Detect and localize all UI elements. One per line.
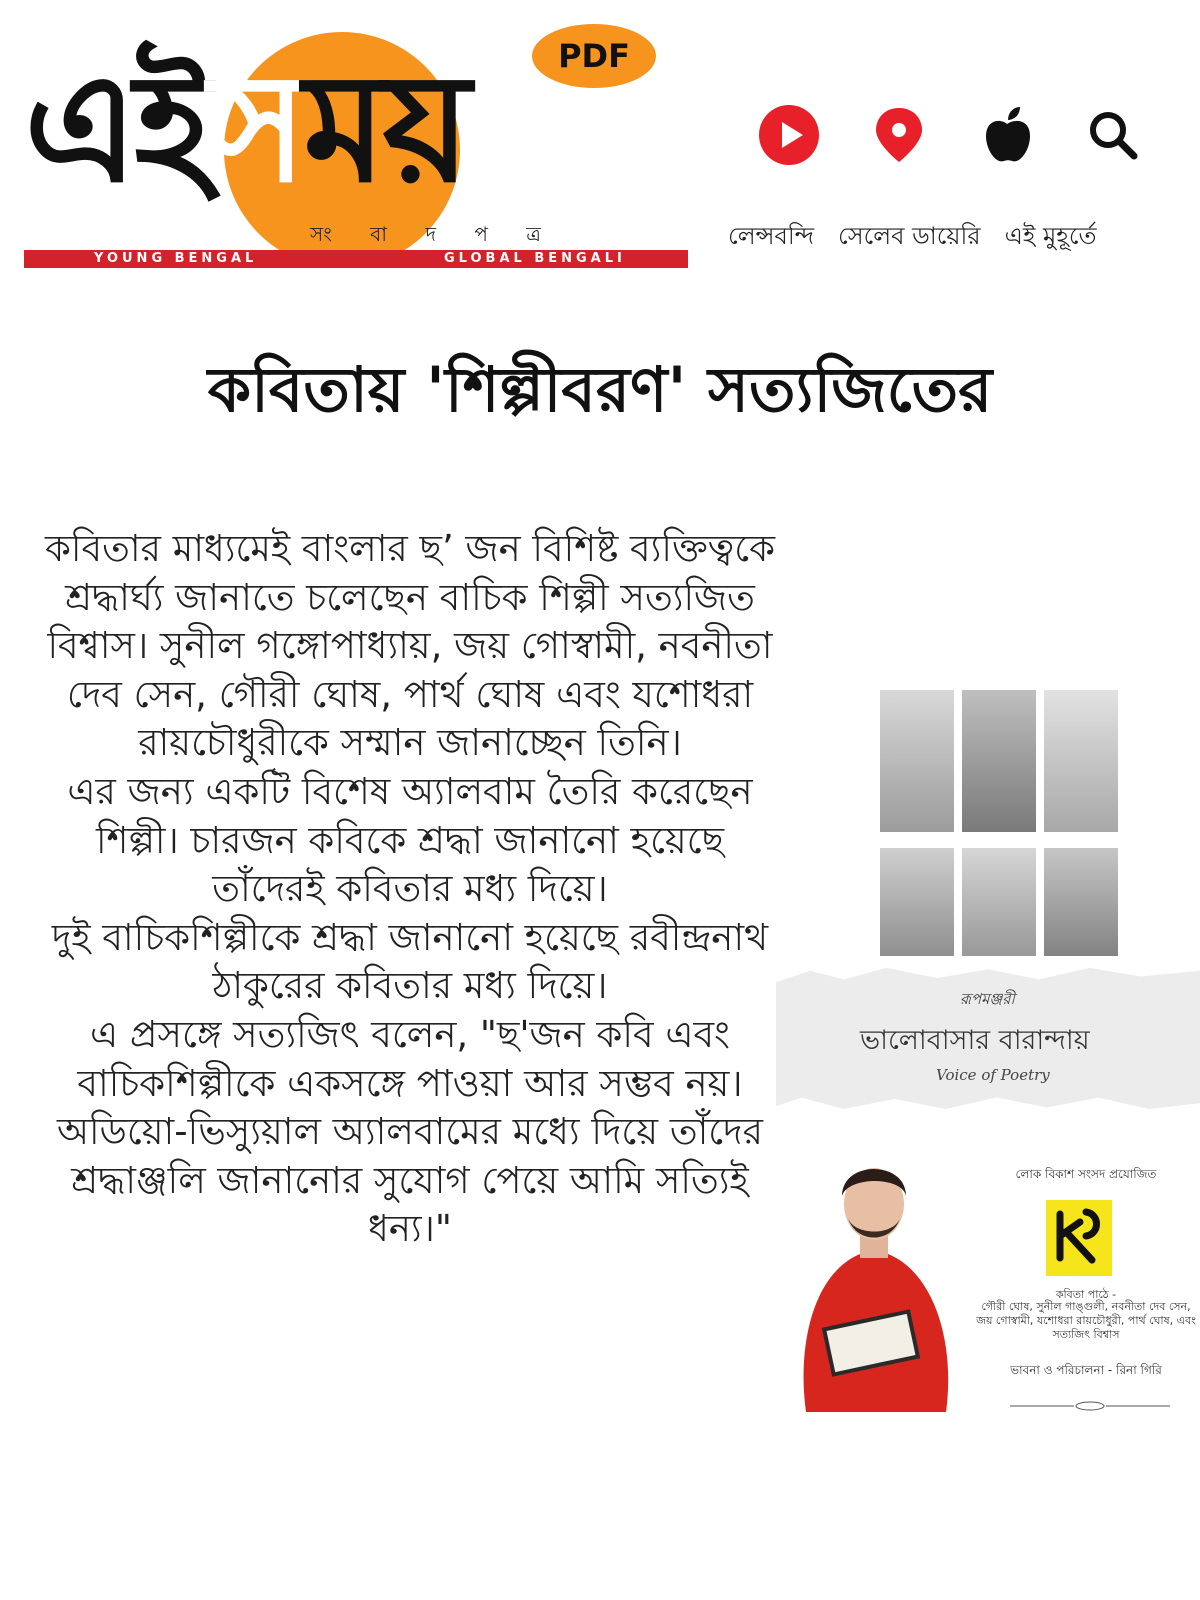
portrait-photo bbox=[1044, 690, 1118, 832]
logo-red-band bbox=[24, 250, 688, 268]
location-pin-icon[interactable] bbox=[868, 104, 930, 166]
album-title: ভালোবাসার বারান্দায় bbox=[860, 1025, 1090, 1056]
readers-heading: কবিতা পাঠে - bbox=[1055, 1288, 1117, 1301]
portrait-photo bbox=[1044, 848, 1118, 956]
nav-item-lensbandi[interactable]: লেন্সবন্দি bbox=[728, 222, 814, 250]
apple-icon[interactable] bbox=[976, 104, 1038, 166]
album-subtitle: Voice of Poetry bbox=[936, 1066, 1050, 1084]
nav-item-celeb-diary[interactable]: সেলেব ডায়েরি bbox=[837, 222, 981, 250]
article-body bbox=[40, 525, 780, 1254]
masthead-logo[interactable] bbox=[24, 14, 688, 270]
band-left-text: YOUNG BENGAL bbox=[94, 251, 258, 266]
play-icon[interactable] bbox=[758, 104, 820, 166]
paragraph: দুই বাচিকশিল্পীকে শ্রদ্ধা জানানো হয়েছে রবীন্দ্রনাথ ঠাকুরের কবিতার মধ্য দিয়ে। bbox=[51, 915, 769, 1008]
presented-by: লোক বিকাশ সংসদ প্রযোজিত bbox=[1015, 1167, 1157, 1181]
performer-photo bbox=[786, 1140, 962, 1412]
top-nav bbox=[728, 218, 1097, 258]
portrait-photo bbox=[962, 690, 1036, 832]
article-headline: কবিতায় 'শিল্পীবরণ' সত্যজিতের bbox=[207, 353, 993, 426]
band-right-text: GLOBAL BENGALI bbox=[444, 251, 626, 266]
nav-item-ei-muhurte[interactable]: এই মুহূর্তে bbox=[1004, 222, 1097, 250]
logo-mid: স bbox=[208, 42, 304, 216]
logo-right: ময় bbox=[303, 42, 467, 216]
direction-credit: ভাবনা ও পরিচালনা - রিনা গিরি bbox=[1010, 1363, 1162, 1377]
ornament-divider bbox=[1010, 1398, 1170, 1412]
logo-wordmark bbox=[24, 34, 467, 224]
portrait-photo bbox=[962, 848, 1036, 956]
org-logo bbox=[1046, 1200, 1112, 1276]
portrait-photo bbox=[880, 690, 954, 832]
paragraph: এ প্রসঙ্গে সত্যজিৎ বলেন, "ছ'জন কবি এবং বাচিকশিল্পীকে একসঙ্গে পাওয়া আর সম্ভব নয়। অডিয়ো-ভিস্যুয়াল অ্যালবামের মধ্যে দিয়ে তাঁদের শ্রদ্ধাঞ্জলি জানানোর সুযোগ পেয়ে আমি সত্যিই ধন্য।" bbox=[57, 1012, 763, 1251]
banner-brand: রূপমঞ্জরী bbox=[960, 990, 1015, 1008]
paragraph: এর জন্য একটি বিশেষ অ্যালবাম তৈরি করেছেন শিল্পী। চারজন কবিকে শ্রদ্ধা জানানো হয়েছে তাঁদেরই কবিতার মধ্য দিয়ে। bbox=[67, 769, 753, 911]
logo-tagline: সং বা দ প ত্র bbox=[310, 222, 557, 246]
portrait-photo bbox=[880, 848, 954, 956]
pdf-badge: PDF bbox=[532, 24, 656, 88]
paragraph: কবিতার মাধ্যমেই বাংলার ছ’ জন বিশিষ্ট ব্যক্তিত্বকে শ্রদ্ধার্ঘ্য জানাতে চলেছেন বাচিক শিল্পী সত্যজিত বিশ্বাস। সুনীল গঙ্গোপাধ্যায়, জয় গোস্বামী, নবনীতা দেব সেন, গৌরী ঘোষ, পার্থ ঘোষ এবং যশোধরা রায়চৌধুরীকে সম্মান জানাচ্ছেন তিনি। bbox=[45, 527, 775, 765]
poet-portraits bbox=[880, 690, 1120, 958]
search-icon[interactable] bbox=[1082, 104, 1144, 166]
logo-left: এই bbox=[24, 42, 209, 216]
readers-list: গৌরী ঘোষ, সুনীল গাঙ্গুলী, নবনীতা দেব সেন, জয় গোস্বামী, যশোধরা রায়চৌধুরী, পার্থ ঘোষ, এবং সত্যজিৎ বিশ্বাস bbox=[976, 1300, 1196, 1341]
